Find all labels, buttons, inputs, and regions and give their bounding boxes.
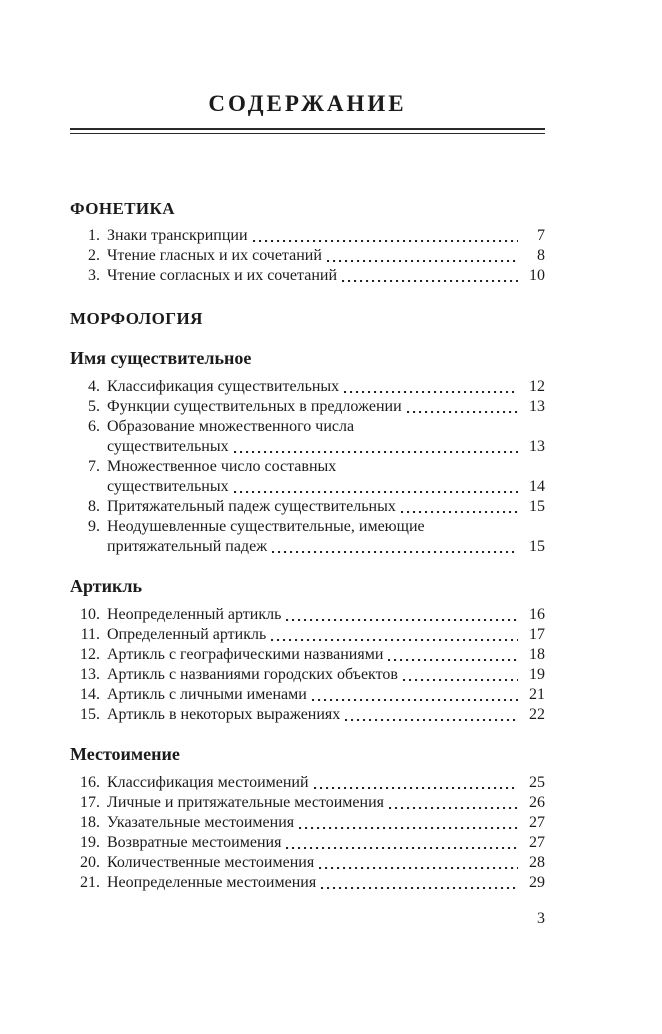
entry-page: 22 bbox=[529, 706, 545, 723]
dot-leader bbox=[388, 659, 518, 661]
entry-number: 1. bbox=[88, 227, 100, 244]
entry-number: 13. bbox=[80, 666, 100, 683]
entry-title: Артикль с личными именами bbox=[107, 686, 307, 703]
page-number-footer: 3 bbox=[537, 910, 545, 927]
entry-title: Чтение гласных и их сочетаний bbox=[107, 247, 322, 264]
dot-leader bbox=[345, 719, 518, 721]
toc-row bbox=[70, 377, 545, 397]
entry-title: Возвратные местоимения bbox=[107, 834, 282, 851]
dot-leader bbox=[271, 639, 518, 641]
entry-number: 14. bbox=[80, 686, 100, 703]
toc-row bbox=[70, 226, 545, 246]
entry-title: Артикль с географическими названиями bbox=[107, 646, 384, 663]
entry-number: 6. bbox=[88, 418, 100, 435]
dot-leader bbox=[286, 847, 518, 849]
entry-number: 12. bbox=[80, 646, 100, 663]
entry-number: 21. bbox=[80, 874, 100, 891]
toc-row bbox=[70, 685, 545, 705]
entry-title: Притяжательный падеж существительных bbox=[107, 498, 396, 515]
entry-page: 29 bbox=[529, 874, 545, 891]
toc-sections bbox=[70, 198, 545, 893]
dot-leader bbox=[342, 280, 518, 282]
entry-number: 9. bbox=[88, 518, 100, 535]
entry-number: 20. bbox=[80, 854, 100, 871]
toc-row bbox=[70, 437, 545, 457]
toc-section bbox=[70, 347, 545, 557]
entry-number: 7. bbox=[88, 458, 100, 475]
toc-section bbox=[70, 198, 545, 286]
toc-row bbox=[70, 457, 545, 477]
dot-leader bbox=[253, 240, 518, 242]
section-heading: Имя существительное bbox=[70, 348, 252, 368]
entry-page: 10 bbox=[529, 267, 545, 284]
entry-page: 21 bbox=[529, 686, 545, 703]
entry-page: 27 bbox=[529, 834, 545, 851]
dot-leader bbox=[403, 679, 518, 681]
dot-leader bbox=[327, 260, 518, 262]
entry-number: 18. bbox=[80, 814, 100, 831]
toc-row bbox=[70, 537, 545, 557]
entry-number: 2. bbox=[88, 247, 100, 264]
entry-number: 11. bbox=[80, 626, 100, 643]
toc-row bbox=[70, 517, 545, 537]
entry-number: 3. bbox=[88, 267, 100, 284]
entry-number: 16. bbox=[80, 774, 100, 791]
section-heading: Артикль bbox=[70, 576, 142, 596]
dot-leader bbox=[389, 807, 518, 809]
dot-leader bbox=[407, 411, 518, 413]
entry-number: 10. bbox=[80, 606, 100, 623]
dot-leader bbox=[286, 619, 518, 621]
section-rows bbox=[70, 377, 545, 557]
dot-leader bbox=[321, 887, 518, 889]
toc-row bbox=[70, 773, 545, 793]
toc-row bbox=[70, 605, 545, 625]
entry-title: Неопределенные местоимения bbox=[107, 874, 317, 891]
entry-title: Образование множественного числа bbox=[107, 418, 355, 435]
entry-page: 19 bbox=[529, 666, 545, 683]
entry-page: 15 bbox=[529, 538, 545, 555]
entry-title: Знаки транскрипции bbox=[107, 227, 248, 244]
page-title: СОДЕРЖАНИЕ bbox=[208, 91, 407, 116]
entry-page: 13 bbox=[529, 438, 545, 455]
entry-page: 28 bbox=[529, 854, 545, 871]
section-heading: МОРФОЛОГИЯ bbox=[70, 309, 203, 328]
entry-page: 7 bbox=[537, 227, 545, 244]
entry-page: 17 bbox=[529, 626, 545, 643]
entry-title: Личные и притяжательные местоимения bbox=[107, 794, 385, 811]
toc-row bbox=[70, 793, 545, 813]
entry-title: Функции существительных в предложении bbox=[107, 398, 402, 415]
toc-row bbox=[70, 833, 545, 853]
toc-section bbox=[70, 308, 545, 329]
toc-row bbox=[70, 397, 545, 417]
dot-leader bbox=[234, 451, 518, 453]
toc-row bbox=[70, 853, 545, 873]
entry-page: 12 bbox=[529, 378, 545, 395]
toc-row bbox=[70, 417, 545, 437]
entry-number: 15. bbox=[80, 706, 100, 723]
entry-page: 25 bbox=[529, 774, 545, 791]
entry-page: 26 bbox=[529, 794, 545, 811]
dot-leader bbox=[299, 827, 518, 829]
entry-page: 13 bbox=[529, 398, 545, 415]
toc-row bbox=[70, 705, 545, 725]
entry-title: Указательные местоимения bbox=[107, 814, 295, 831]
dot-leader bbox=[234, 491, 518, 493]
dot-leader bbox=[344, 391, 518, 393]
section-rows bbox=[70, 226, 545, 286]
section-rows bbox=[70, 605, 545, 725]
toc-row bbox=[70, 813, 545, 833]
entry-title: существительных bbox=[107, 438, 229, 455]
entry-number: 5. bbox=[88, 398, 100, 415]
dot-leader bbox=[319, 867, 518, 869]
toc-row bbox=[70, 625, 545, 645]
dot-leader bbox=[314, 787, 518, 789]
entry-page: 14 bbox=[529, 478, 545, 495]
toc-row bbox=[70, 477, 545, 497]
entry-title: Определенный артикль bbox=[107, 626, 267, 643]
entry-page: 16 bbox=[529, 606, 545, 623]
toc-row bbox=[70, 266, 545, 286]
entry-title: Классификация местоимений bbox=[107, 774, 309, 791]
title-rule bbox=[70, 128, 545, 134]
toc-row bbox=[70, 246, 545, 266]
entry-page: 15 bbox=[529, 498, 545, 515]
entry-title: Неодушевленные существительные, имеющие bbox=[107, 518, 425, 535]
entry-title: Артикль в некоторых выражениях bbox=[107, 706, 341, 723]
entry-title: Чтение согласных и их сочетаний bbox=[107, 267, 338, 284]
dot-leader bbox=[401, 511, 518, 513]
toc-section bbox=[70, 743, 545, 893]
section-rows bbox=[70, 773, 545, 893]
toc-row bbox=[70, 497, 545, 517]
entry-title: Артикль с названиями городских объектов bbox=[107, 666, 398, 683]
entry-number: 8. bbox=[88, 498, 100, 515]
toc-row bbox=[70, 665, 545, 685]
entry-title: Неопределенный артикль bbox=[107, 606, 282, 623]
entry-title: Множественное число составных bbox=[107, 458, 337, 475]
toc-section bbox=[70, 575, 545, 725]
entry-page: 8 bbox=[537, 247, 545, 264]
entry-title: существительных bbox=[107, 478, 229, 495]
dot-leader bbox=[312, 699, 518, 701]
entry-title: Классификация существительных bbox=[107, 378, 340, 395]
entry-page: 18 bbox=[529, 646, 545, 663]
entry-number: 17. bbox=[80, 794, 100, 811]
section-heading: ФОНЕТИКА bbox=[70, 199, 175, 218]
entry-title: Количественные местоимения bbox=[107, 854, 315, 871]
toc-row bbox=[70, 645, 545, 665]
entry-page: 27 bbox=[529, 814, 545, 831]
entry-number: 19. bbox=[80, 834, 100, 851]
toc-row bbox=[70, 873, 545, 893]
section-heading: Местоимение bbox=[70, 744, 180, 764]
entry-number: 4. bbox=[88, 378, 100, 395]
dot-leader bbox=[272, 551, 518, 553]
entry-title: притяжательный падеж bbox=[107, 538, 268, 555]
